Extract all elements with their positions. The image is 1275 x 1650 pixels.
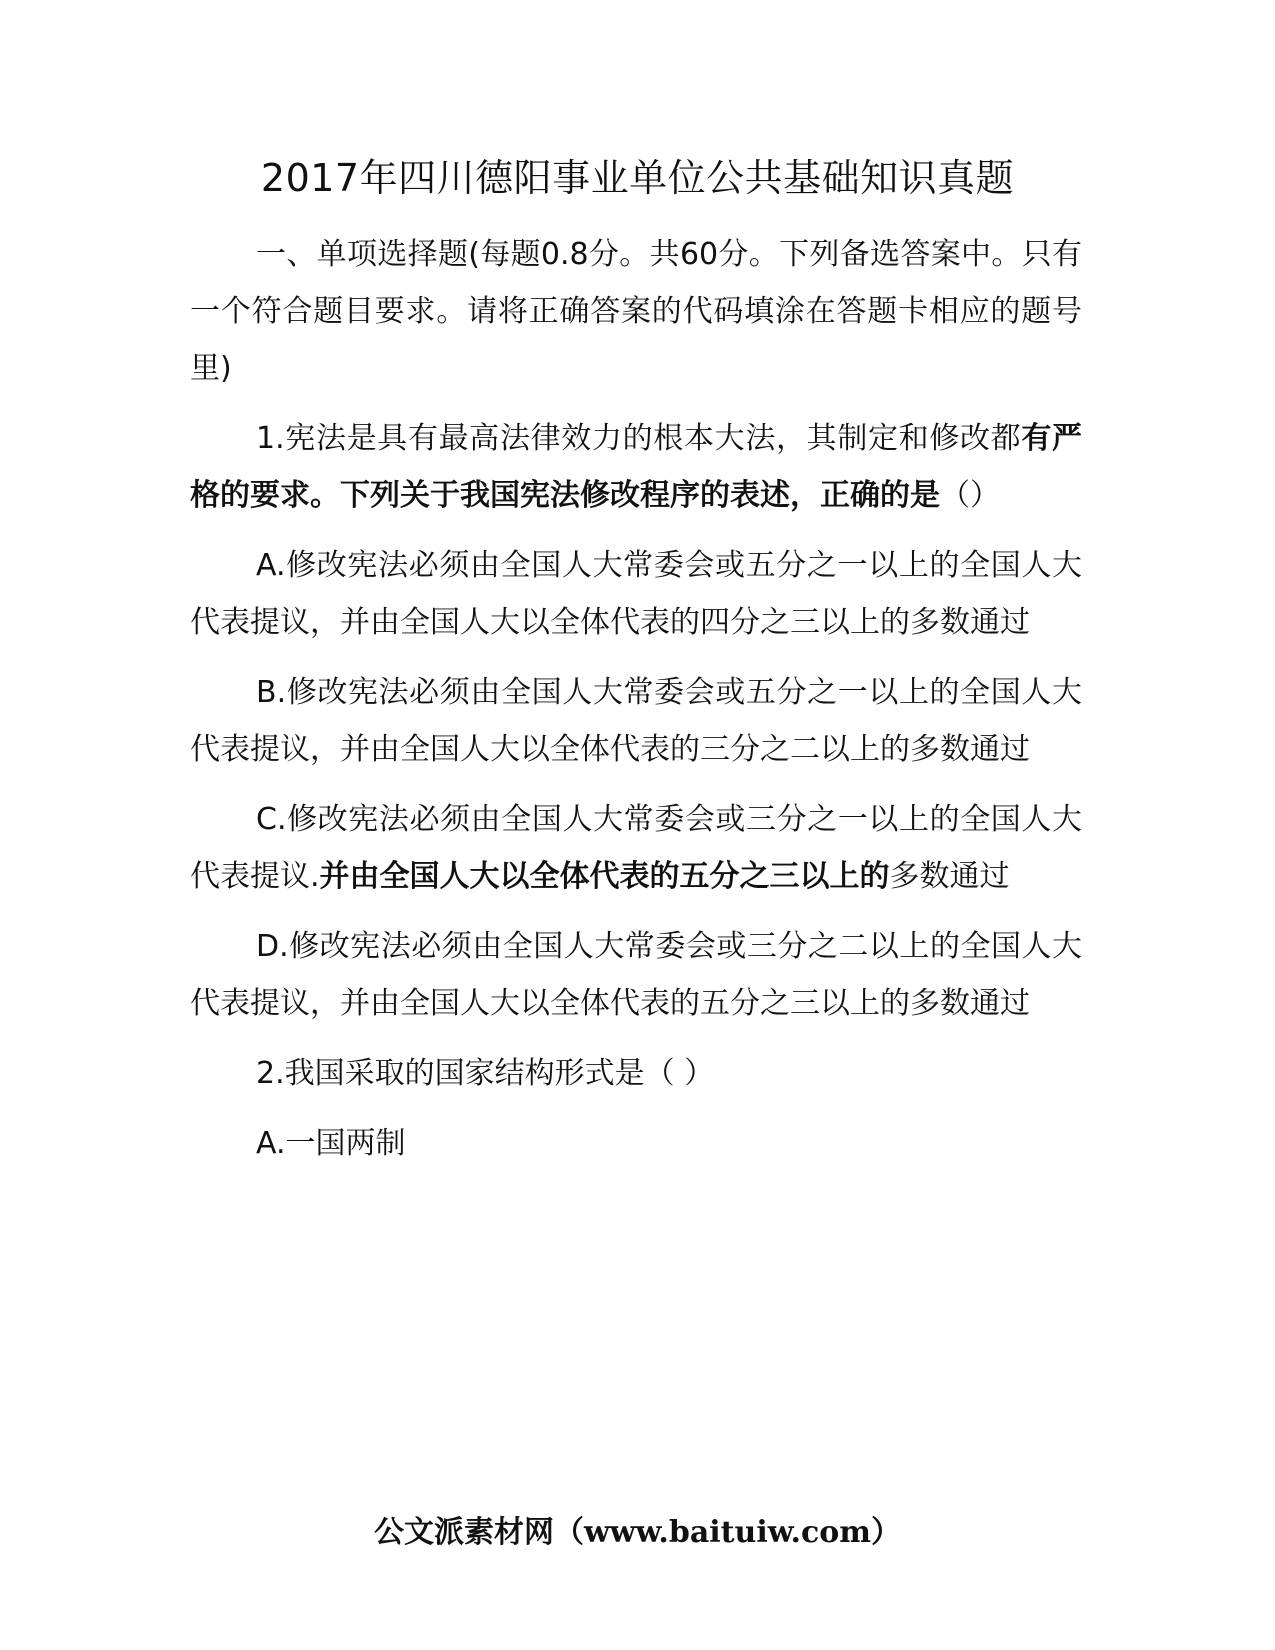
question-2-stem: 2.我国采取的国家结构形式是（ ） [256,1056,715,1091]
question-1-option-c-bold-text: 并由全国人大以全体代表的五分之三以上的 [319,859,890,894]
question-1-stem-bold-text: 有严格的要求。下列关于我国宪法修改程序的表述，正确的是 [190,421,1083,513]
question-1-option-b: B.修改宪法必须由全国人大常委会或五分之一以上的全国人大代表提议，并由全国人大以全体代表的三分之二以上的多数通过 [190,675,1082,767]
page-footer: 公文派素材网（www.baituiw.com） [373,1515,902,1550]
question-1-option-a: A.修改宪法必须由全国人大常委会或五分之一以上的全国人大代表提议，并由全国人大以全体代表的四分之三以上的多数通过 [190,548,1082,640]
question-1-option-c [190,791,1082,905]
question-2-option-a: A.一国两制 [256,1126,406,1161]
question-1-option-c-tail: 多数通过 [889,859,1010,894]
question-1-option-c-text: C.修改宪法必须由全国人大常委会或三分之一以上的全国人大代表提议. [190,802,1082,894]
question-1-option-d: D.修改宪法必须由全国人大常委会或三分之二以上的全国人大代表提议，并由全国人大以全体代表的五分之三以上的多数通过 [190,929,1082,1021]
document-body [190,226,1082,1172]
section-heading: 一、单项选择题(每题0.8分。共60分。下列备选答案中。只有一个符合题目要求。请将正确答案的代码填涂在答题卡相应的题号里) [190,237,1082,386]
question-1-stem-text: 1.宪法是具有最高法律效力的根本大法，其制定和修改都 [256,421,1022,456]
question-1-stem-blank: （） [940,478,1000,513]
question-1-stem [190,410,1082,524]
document-title: 2017年四川德阳事业单位公共基础知识真题 [260,156,1015,200]
